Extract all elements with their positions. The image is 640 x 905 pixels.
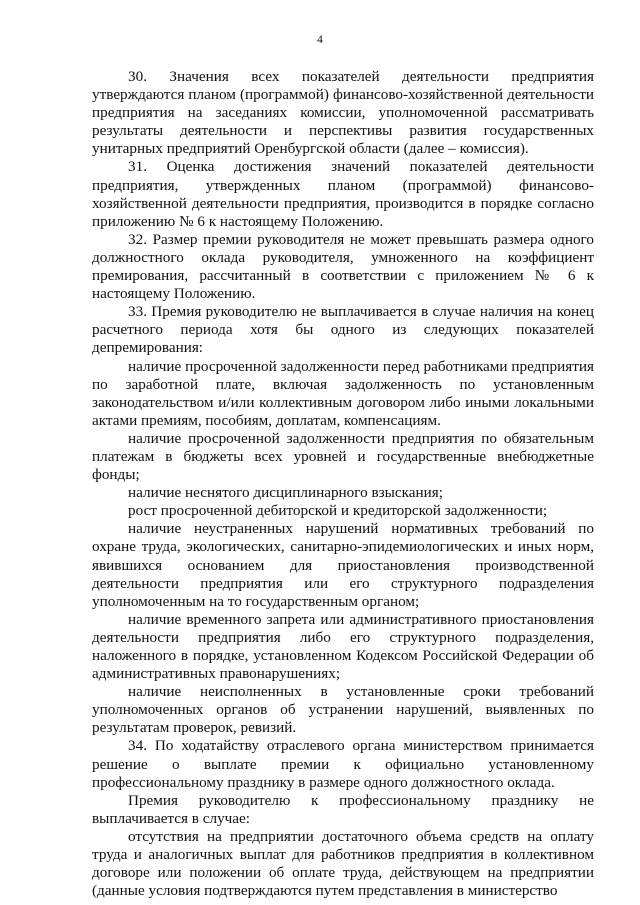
depremium-item-safety-violations: наличие неустраненных нарушений нормативных требований по охране труда, экологических, санитарно-эпидемиологических и иных норм, явившихся основанием для приостановления производственной деятельности предприятия или его структурного подразделения уполномоченным на то государственным органом; bbox=[92, 520, 594, 610]
depremium-item-suspension: наличие временного запрета или административного приостановления деятельности предприятия либо его структурного подразделения, наложенного в порядке, установленном Кодексом Российской Федерации об административных правонарушениях; bbox=[92, 610, 594, 683]
depremium-item-unfulfilled-requirements: наличие неисполненных в установленные сроки требований уполномоченных органов об устранении нарушений, выявленных по результатам проверок, ревизий. bbox=[92, 683, 594, 737]
paragraph-30: 30. Значения всех показателей деятельности предприятия утверждаются планом (программой) финансово-хозяйственной деятельности предприятия на заседаниях комиссии, уполномоченной рассматривать результаты деятельности и перспективы развития государственных унитарных предприятий Оренбургской области (далее – комиссия). bbox=[92, 68, 594, 158]
holiday-premium-condition: отсутствия на предприятии достаточного объема средств на оплату труда и аналогичных выплат для работников предприятия в коллективном договоре или положении об оплате труда, действующем на предприятии (данные условия подтверждаются путем представления в министерство bbox=[92, 827, 594, 900]
paragraph-34: 34. По ходатайству отраслевого органа министерством принимается решение о выплате премии к официально установленному профессиональному празднику в размере одного должностного оклада. bbox=[92, 737, 594, 791]
paragraph-31: 31. Оценка достижения значений показателей деятельности предприятия, утвержденных планом (программой) финансово-хозяйственной деятельности предприятия, производится в порядке согласно приложению № 6 к настоящему Положению. bbox=[92, 158, 594, 230]
paragraph-33: 33. Премия руководителю не выплачивается в случае наличия на конец расчетного периода хотя бы одного из следующих показателей депремирования: bbox=[92, 303, 594, 357]
depremium-item-receivables: рост просроченной дебиторской и кредиторской задолженности; bbox=[128, 502, 548, 520]
depremium-item-disciplinary: наличие неснятого дисциплинарного взыскания; bbox=[128, 484, 443, 502]
depremium-item-salary-debt: наличие просроченной задолженности перед работниками предприятия по заработной плате, включая задолженность по установленным законодательством и/или коллективным договором либо иными локальными актами премиям, пособиям, доплатам, компенсациям. bbox=[92, 357, 594, 429]
holiday-premium-paragraph: Премия руководителю к профессиональному празднику не выплачивается в случае: bbox=[92, 791, 594, 827]
depremium-item-tax-debt: наличие просроченной задолженности предприятия по обязательным платежам в бюджеты всех уровней и государственные внебюджетные фонды; bbox=[92, 429, 594, 484]
page-number: 4 bbox=[317, 34, 323, 46]
document-body bbox=[92, 68, 594, 900]
paragraph-32: 32. Размер премии руководителя не может превышать размера одного должностного оклада руководителя, умноженного на коэффициент премирования, рассчитанный в соответствии с приложением № 6 к настоящему Положению. bbox=[92, 230, 594, 303]
